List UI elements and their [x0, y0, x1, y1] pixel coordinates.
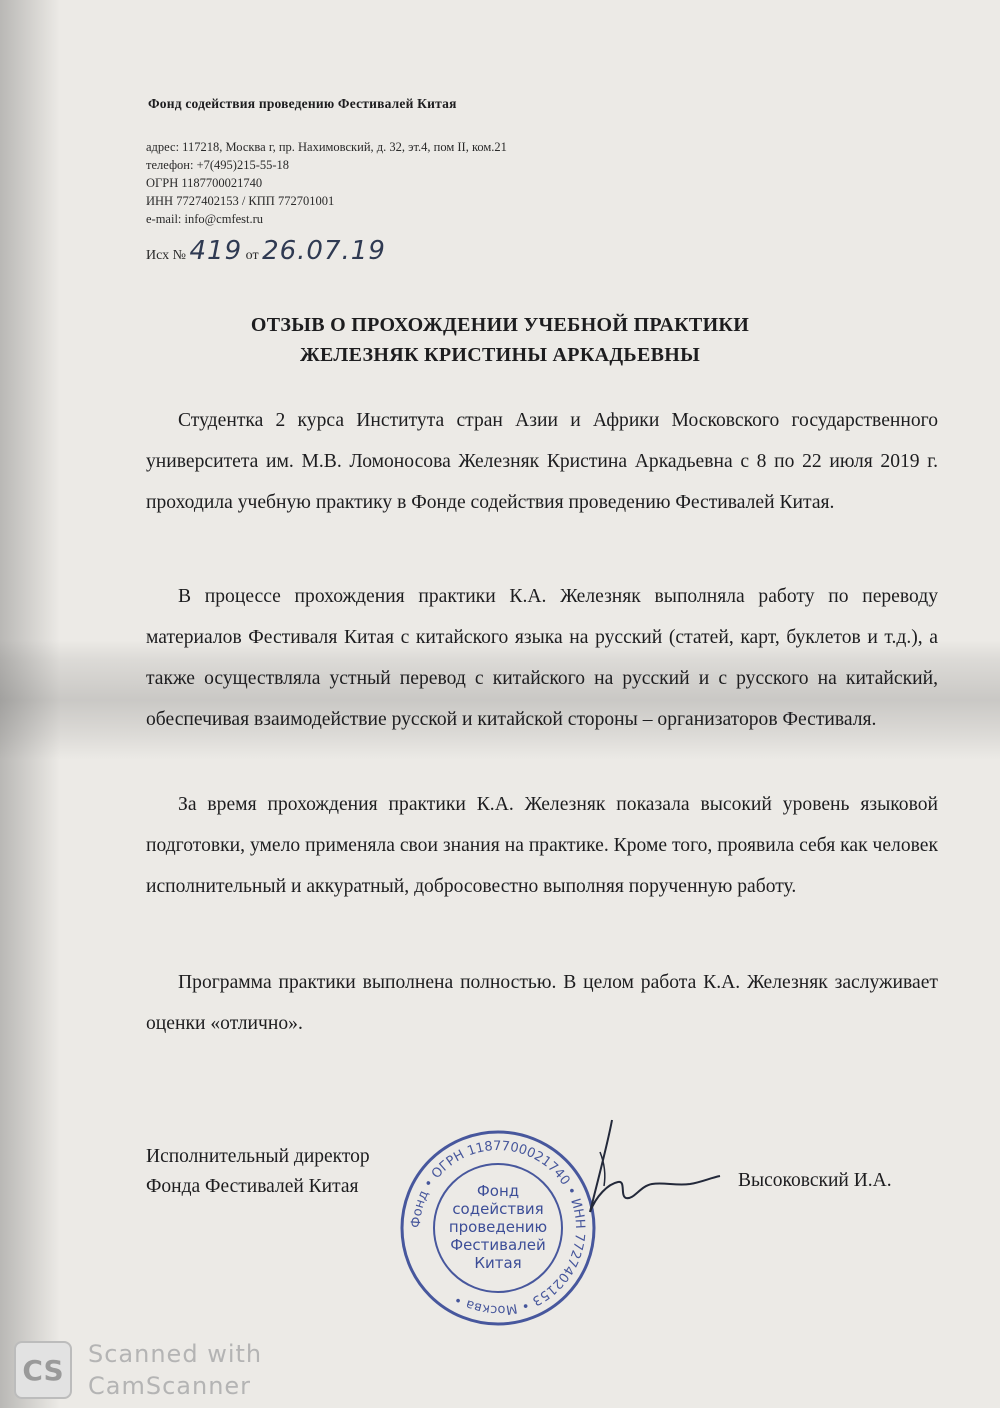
seal-center-line: Фонд — [476, 1182, 520, 1200]
seal-center-line: Фестивалей — [450, 1236, 546, 1254]
paragraph-3: За время прохождения практики К.А. Железняк показала высокий уровень языковой подготовки, умело применяла свои знания на практике. Кроме того, проявила себя как человек исполнительный и аккуратный, добросовестно выполняя порученную работу. — [146, 794, 938, 897]
paragraph-4: Программа практики выполнена полностью. В целом работа К.А. Железняк заслуживает оценки «отлично». — [146, 972, 938, 1034]
signatory-name: Высоковский И.А. — [738, 1170, 892, 1191]
seal-ring-text: Фонд • ОГРН 1187700021740 • ИНН 7727402153 • Москва • — [408, 1138, 588, 1318]
outgoing-from: от — [245, 248, 259, 263]
camscanner-logo-icon: CS — [14, 1341, 72, 1399]
paragraph-1: Студентка 2 курса Института стран Азии и Африки Московского государственного университета им. М.В. Ломоносова Железняк Кристина Аркадьевна с 8 по 22 июля 2019 г. проходила учебную практику в Фонде содействия проведению Фестивалей Китая. — [146, 410, 938, 513]
seal-center-line: проведению — [448, 1218, 548, 1236]
camscanner-line2: CamScanner — [88, 1372, 252, 1400]
outgoing-prefix: Исх № — [146, 248, 186, 263]
letterhead-phone: телефон: +7(495)215-55-18 — [146, 158, 290, 172]
signatory-position-line1: Исполнительный директор — [146, 1146, 370, 1167]
camscanner-text — [88, 1338, 262, 1402]
letterhead-inn: ИНН 7727402153 / КПП 772701001 — [146, 194, 335, 208]
letterhead-ogrn: ОГРН 1187700021740 — [146, 176, 263, 190]
camscanner-watermark — [14, 1338, 262, 1402]
letterhead-address: адрес: 117218, Москва г, пр. Нахимовский, д. 32, эт.4, пом II, ком.21 — [146, 140, 507, 154]
signatory-position — [146, 1142, 370, 1202]
letterhead-org-name: Фонд содействия проведению Фестивалей Китая — [148, 96, 457, 111]
outgoing-number: 419 — [189, 236, 243, 266]
handwritten-signature — [560, 1112, 730, 1232]
letterhead-email: e-mail: info@cmfest.ru — [146, 212, 264, 226]
document-title-line1: ОТЗЫВ О ПРОХОЖДЕНИИ УЧЕБНОЙ ПРАКТИКИ — [250, 314, 750, 336]
camscanner-line1: Scanned with — [88, 1340, 263, 1368]
seal-center-line: Китая — [474, 1254, 522, 1272]
seal-center-line: содействия — [452, 1200, 544, 1218]
outgoing-date: 26.07.19 — [262, 236, 386, 266]
document-title-line2: ЖЕЛЕЗНЯК КРИСТИНЫ АРКАДЬЕВНЫ — [299, 344, 701, 366]
paragraph-2: В процессе прохождения практики К.А. Железняк выполняла работу по переводу материалов Фестиваля Китая с китайского языка на русский (статей, карт, буклетов и т.д.), а также осуществляла устный перевод с китайского на русский и с русского на китайский, обеспечивая взаимодействие русской и китайской стороны – организаторов Фестиваля. — [146, 586, 938, 730]
outgoing-reference — [146, 236, 386, 266]
signatory-position-line2: Фонда Фестивалей Китая — [146, 1176, 359, 1197]
